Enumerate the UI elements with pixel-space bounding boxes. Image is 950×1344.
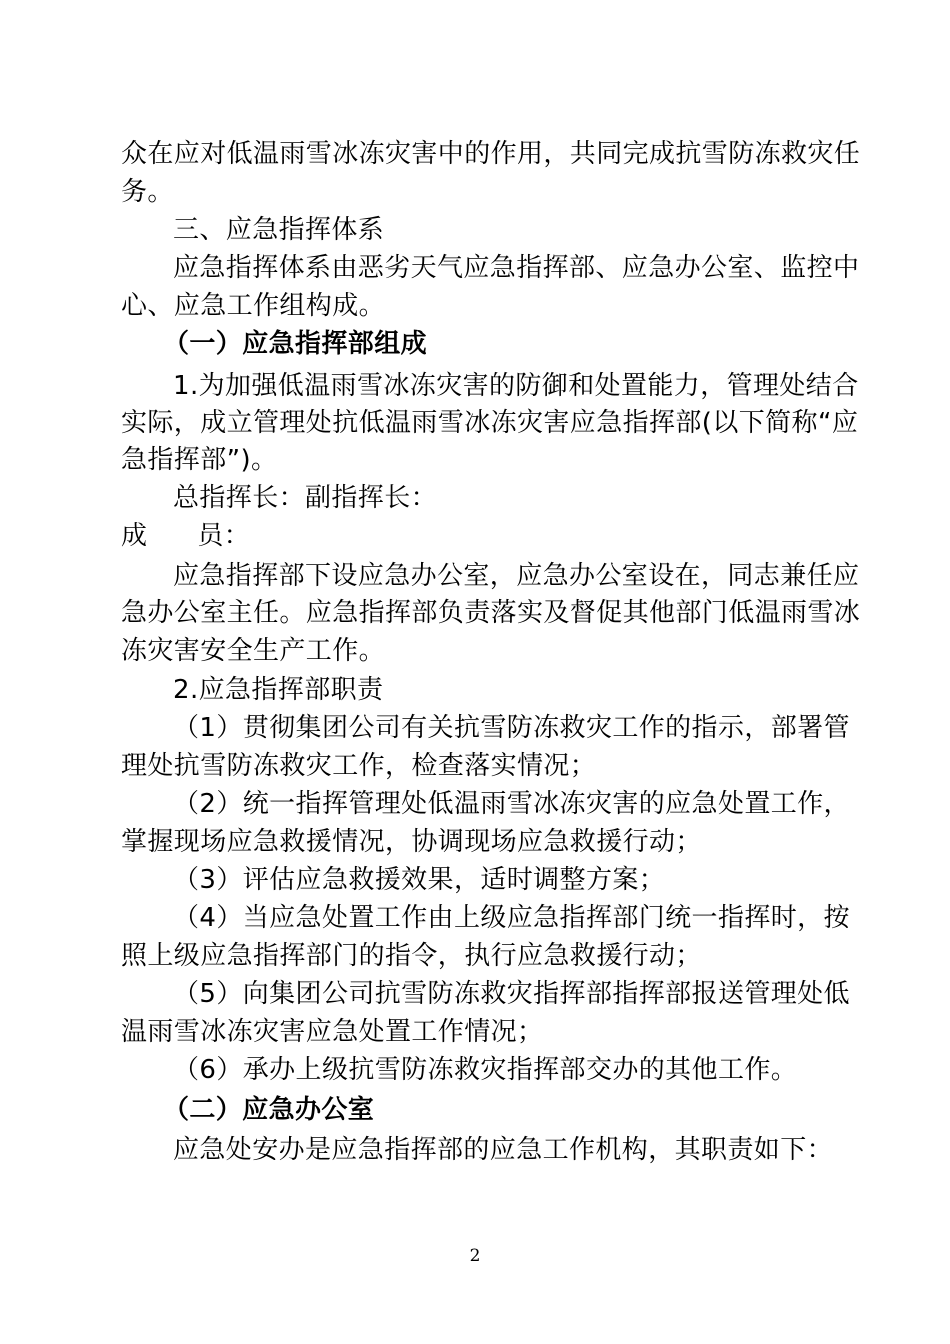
body-text-line: 急指挥部”)。 <box>121 445 278 475</box>
list-item: （6）承办上级抗雪防冻救灾指挥部交办的其他工作。 <box>173 1055 798 1085</box>
body-text-line: 实际，成立管理处抗低温雨雪冰冻灾害应急指挥部(以下简称“应 <box>121 408 859 438</box>
body-text-line: 急办公室主任。应急指挥部负责落实及督促其他部门低温雨雪冰 <box>121 598 861 628</box>
list-item-continued: 照上级应急指挥部门的指令，执行应急救援行动； <box>121 941 702 971</box>
body-text-line: 应急指挥部下设应急办公室，应急办公室设在，同志兼任应 <box>173 561 860 591</box>
list-item: （4）当应急处置工作由上级应急指挥部门统一指挥时，按 <box>173 903 850 933</box>
members-label-rest: 员： <box>197 521 251 551</box>
members-line <box>121 520 250 552</box>
commander-line: 总指挥长：副指挥长： <box>173 483 438 513</box>
list-item-continued: 温雨雪冰冻灾害应急处置工作情况； <box>121 1017 544 1047</box>
list-item: （5）向集团公司抗雪防冻救灾指挥部指挥部报送管理处低 <box>173 979 850 1009</box>
section-heading: 三、应急指挥体系 <box>173 215 385 245</box>
body-text-line: 冻灾害安全生产工作。 <box>121 636 386 666</box>
list-item-continued: 掌握现场应急救援情况，协调现场应急救援行动； <box>121 827 702 857</box>
list-item: （3）评估应急救援效果，适时调整方案； <box>173 865 666 895</box>
body-text-line: 务。 <box>121 177 174 207</box>
list-item: （1）贯彻集团公司有关抗雪防冻救灾工作的指示，部署管 <box>173 713 850 743</box>
body-text-line: 心、应急工作组构成。 <box>121 291 386 321</box>
subsection-heading: （二）应急办公室 <box>163 1095 375 1125</box>
list-item: （2）统一指挥管理处低温雨雪冰冻灾害的应急处置工作， <box>173 789 850 819</box>
subsection-heading: （一）应急指挥部组成 <box>163 329 428 359</box>
subsection-item: 2.应急指挥部职责 <box>173 675 384 705</box>
list-item-continued: 理处抗雪防冻救灾工作，检查落实情况； <box>121 751 597 781</box>
body-text-line: 众在应对低温雨雪冰冻灾害中的作用，共同完成抗雪防冻救灾任 <box>121 139 861 169</box>
members-label-char: 成 <box>121 521 148 551</box>
body-text-line: 应急处安办是应急指挥部的应急工作机构，其职责如下： <box>173 1135 834 1165</box>
page-number: 2 <box>469 1246 481 1266</box>
body-text-line: 1.为加强低温雨雪冰冻灾害的防御和处置能力，管理处结合 <box>173 371 859 401</box>
body-text-line: 应急指挥体系由恶劣天气应急指挥部、应急办公室、监控中 <box>173 253 860 283</box>
